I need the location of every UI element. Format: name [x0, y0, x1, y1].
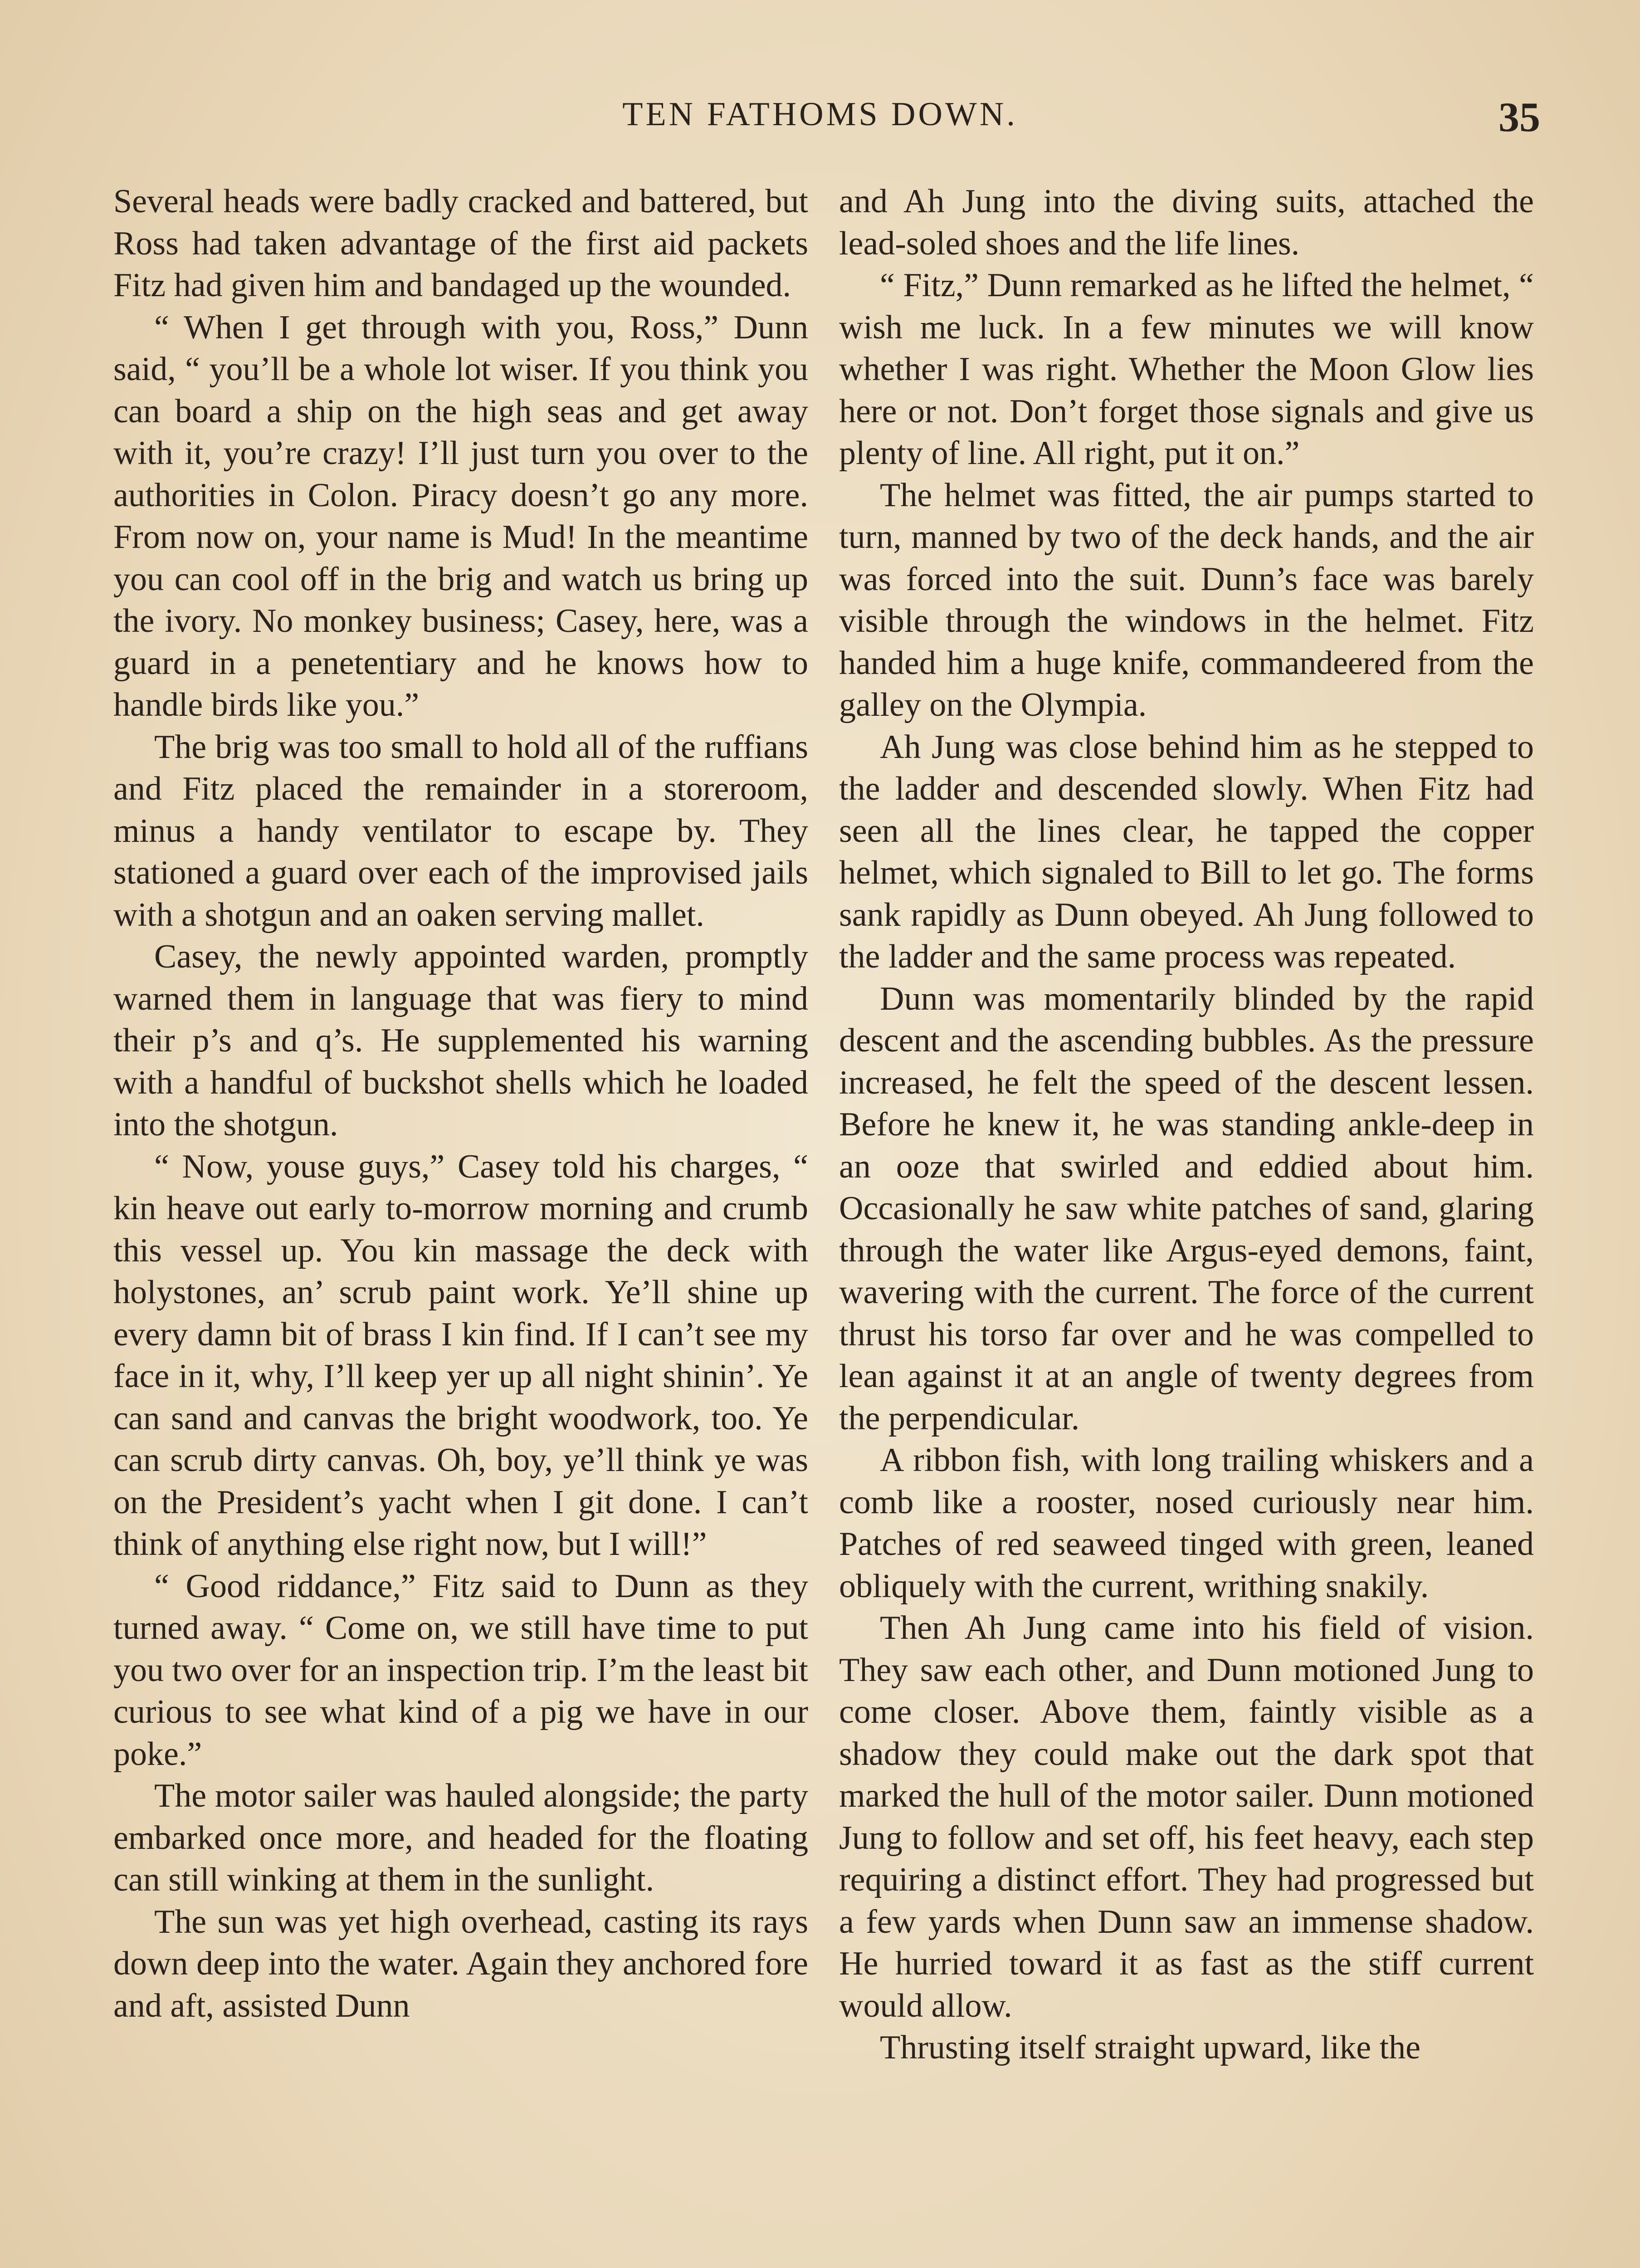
paragraph: The helmet was fitted, the air pumps started to turn, manned by two of the deck hands, and the air was forced into the suit. Dunn’s face was barely visible through the windows in the helmet. Fitz handed him a huge knife, commandeered from the galley on the Olympia.: [839, 476, 1534, 723]
paragraph: Casey, the newly appointed warden, promptly warned them in language that was fiery to mind their p’s and q’s. He supplemented his warning with a handful of buckshot shells which he loaded into the shotgun.: [113, 938, 808, 1143]
paragraph: Dunn was momentarily blinded by the rapid descent and the ascending bubbles. As the pressure increased, he felt the speed of the descent lessen. Before he knew it, he was standing ankle-deep in an ooze that swirled and eddied about him. Occasionally he saw white patches of sand, glaring through the water like Argus-eyed demons, faint, wavering with the current. The force of the current thrust his torso far over and he was compelled to lean against it at an angle of twenty degrees from the perpendicular.: [839, 980, 1534, 1437]
paragraph: A ribbon fish, with long trailing whiskers and a comb like a rooster, nosed curiously near him. Patches of red seaweed tinged with green, leaned obliquely with the current, writhing snakily.: [839, 1442, 1534, 1605]
paragraph: “ Good riddance,” Fitz said to Dunn as they turned away. “ Come on, we still have time to put you two over for an inspection trip. I’m the least bit curious to see what kind of a pig we have in our poke.”: [113, 1567, 808, 1773]
left-text-column: [113, 181, 808, 2027]
paragraph: The sun was yet high overhead, casting its rays down deep into the water. Again they anchored fore and aft, assisted Dunn: [113, 1903, 808, 2024]
paragraph: Thrusting itself straight upward, like the: [880, 2029, 1420, 2066]
paragraph: Several heads were badly cracked and battered, but Ross had taken advantage of the first aid packets Fitz had given him and bandaged up the wounded.: [113, 183, 808, 304]
paragraph: “ When I get through with you, Ross,” Dunn said, “ you’ll be a whole lot wiser. If you think you can board a ship on the high seas and get away with it, you’re crazy! I’ll just turn you over to the authorities in Colon. Piracy doesn’t go any more. From now on, your name is Mud! In the meantime you can cool off in the brig and watch us bring up the ivory. No monkey business; Casey, here, was a guard in a penetentiary and he knows how to handle birds like you.”: [113, 308, 808, 723]
paragraph: “ Fitz,” Dunn remarked as he lifted the helmet, “ wish me luck. In a few minutes we will know whether I was right. Whether the Moon Glow lies here or not. Don’t forget those signals and give us plenty of line. All right, put it on.”: [839, 267, 1534, 472]
right-text-column: [839, 181, 1534, 2069]
paragraph: The brig was too small to hold all of the ruffians and Fitz placed the remainder in a storeroom, minus a handy ventilator to escape by. They stationed a guard over each of the improvised jails with a shotgun and an oaken serving mallet.: [113, 728, 808, 934]
running-title: TEN FATHOMS DOWN.: [622, 96, 1018, 133]
paragraph: and Ah Jung into the diving suits, attached the lead-soled shoes and the life lines.: [839, 183, 1534, 262]
paragraph: The motor sailer was hauled alongside; the party embarked once more, and headed for the floating can still winking at them in the sunlight.: [113, 1777, 808, 1898]
paragraph: Then Ah Jung came into his field of vision. They saw each other, and Dunn motioned Jung to come closer. Above them, faintly visible as a shadow they could make out the dark spot that marked the hull of the motor sailer. Dunn motioned Jung to follow and set off, his feet heavy, each step requiring a distinct effort. They had progressed but a few yards when Dunn saw an immense shadow. He hurried toward it as fast as the stiff current would allow.: [839, 1609, 1534, 2024]
paragraph: Ah Jung was close behind him as he stepped to the ladder and descended slowly. When Fitz had seen all the lines clear, he tapped the copper helmet, which signaled to Bill to let go. The forms sank rapidly as Dunn obeyed. Ah Jung followed to the ladder and the same process was repeated.: [839, 728, 1534, 975]
paragraph: “ Now, youse guys,” Casey told his charges, “ kin heave out early to-morrow morning and crumb this vessel up. You kin massage the deck with holystones, an’ scrub paint work. Ye’ll shine up every damn bit of brass I kin find. If I can’t see my face in it, why, I’ll keep yer up all night shinin’. Ye can sand and canvas the bright woodwork, too. Ye can scrub dirty canvas. Oh, boy, ye’ll think ye was on the President’s yacht when I git done. I can’t think of anything else right now, but I will!”: [113, 1148, 808, 1563]
page-number: 35: [1498, 94, 1540, 140]
